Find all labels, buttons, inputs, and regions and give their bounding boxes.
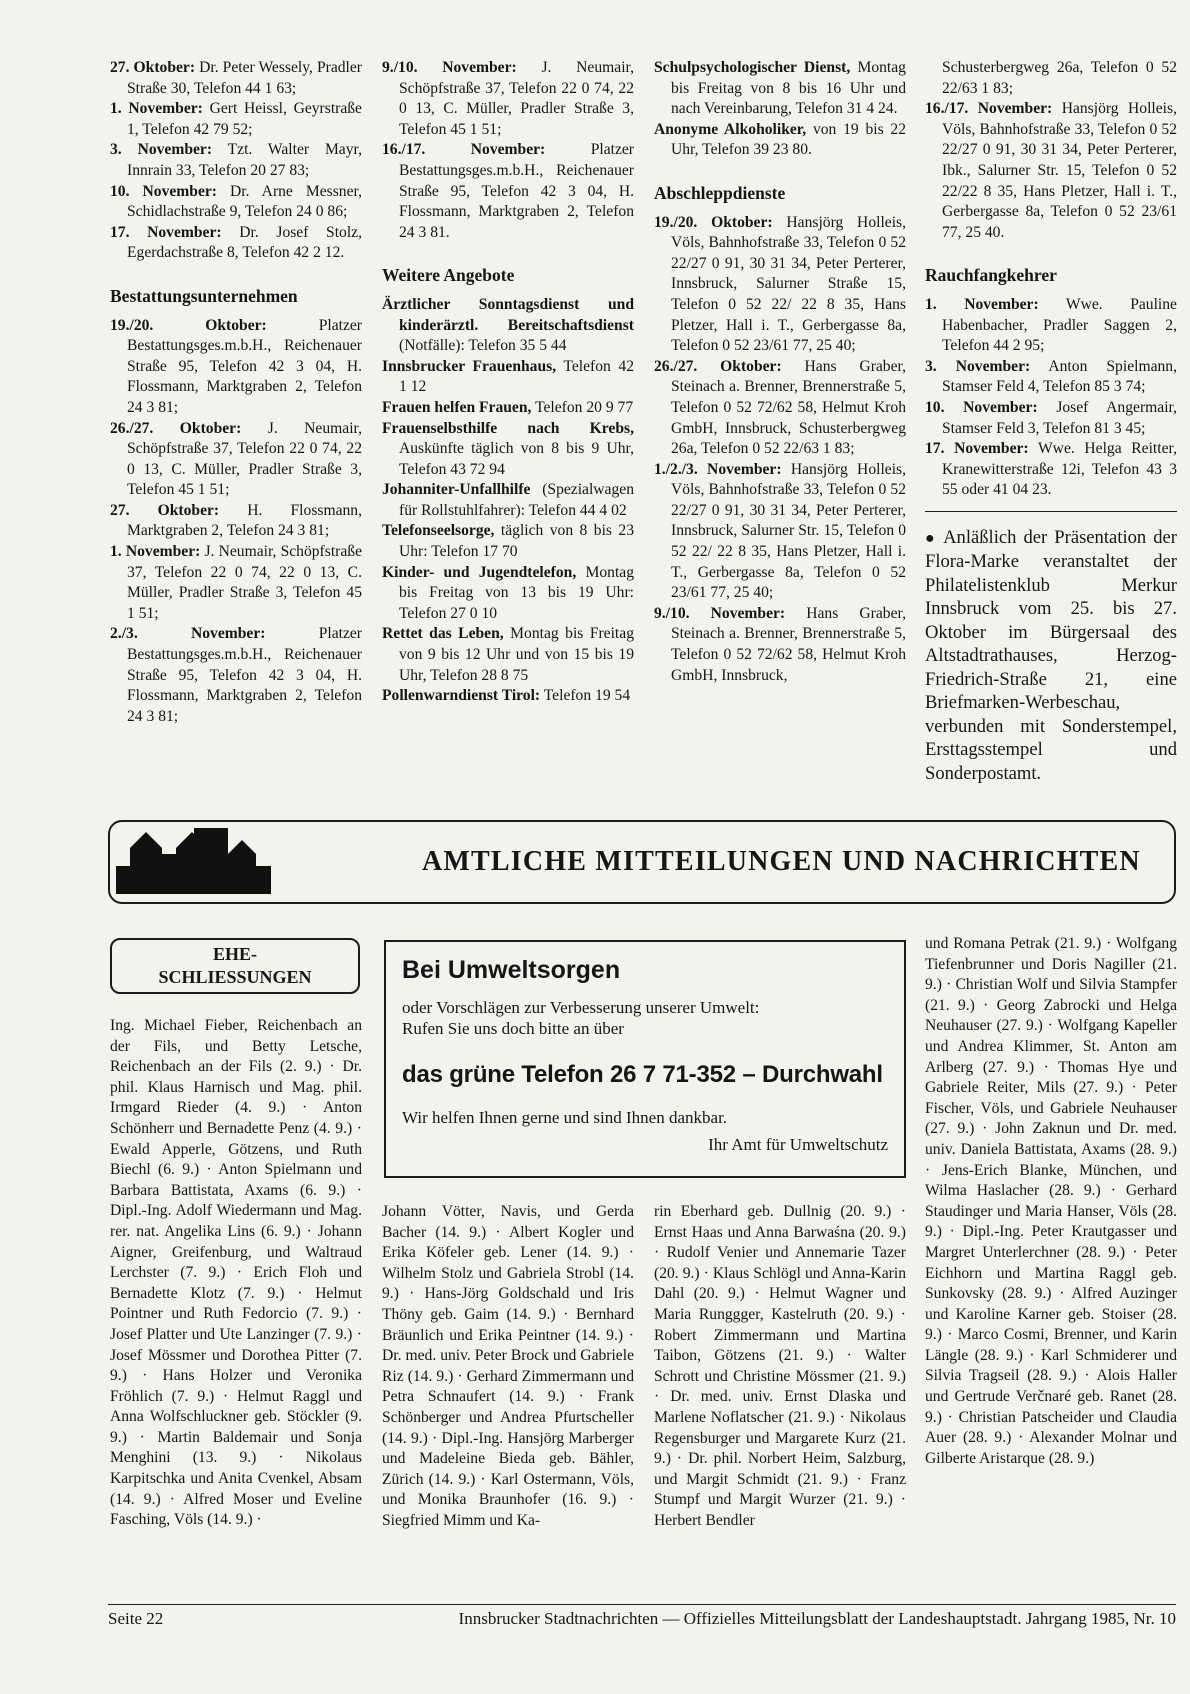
section-heading-rauchfang: Rauchfangkehrer [925,265,1057,286]
marriages-text: Johann Vötter, Navis, und Gerda Bacher (14. 9.) · Albert Kogler und Erika Köfeler geb. Lener (14. 9.) · Wilhelm Stolz und Gabriela Strobl (14. 9.) · Hans-Jörg Goldschald und Iris Thöny geb. Gaim (14. 9.) · Bernhard Bräunlich und Erika Peintner (14. 9.) · Dr. med. univ. Peter Brock und Gabriele Riz (14. 9.) · Gerhard Zimmermann und Petra Schnaufert (14. 9.) · Frank Schönberger und Andrea Pfurtscheller (14. 9.) · Dipl.-Ing. Hansjörg Marberger und Madeleine Bieda geb. Bähler, Zürich (14. 9.) · Karl Ostermann, Völs, und Monika Braunhofer (16. 9.) · Siegfried Mimm und Ka- [382,1203,634,1529]
section-banner [108,820,1176,904]
marriages-heading-line2: SCHLIESSUNGEN [158,967,312,987]
marriages-heading-line1: EHE- [212,944,257,964]
umwelt-line1: oder Vorschlägen zur Verbesserung unserer Umwelt: [402,998,760,1017]
banner-title: AMTLICHE MITTEILUNGEN UND NACHRICHTEN [422,846,1141,877]
marriages-column-1 [110,1016,362,1531]
marriages-column-4 [925,934,1177,1469]
rauchfang-entry: 17. November: Wwe. Helga Reitter, Kranewitterstraße 12i, Telefon 43 3 55 oder 41 04 23. [925,440,1177,499]
bestattung-entry: 2./3. November: Platzer Bestattungsges.m.b.H., Reichenauer Straße 95, Telefon 42 3 04, H. Flossmann, Marktgraben 2, Telefon 24 3 81; [110,625,362,725]
umwelt-advert [384,940,906,1178]
rauchfang-entry: 1. November: Wwe. Pauline Habenbacher, Pradler Saggen 2, Telefon 44 2 95; [925,295,1177,355]
rauchfang-entry: 10. November: Josef Angermair, Stamser Feld 3, Telefon 81 3 45; [925,398,1177,437]
bestattung-entry: 19./20. Oktober: Platzer Bestattungsges.m.b.H., Reichenauer Straße 95, Telefon 42 3 04, H. Flossmann, Marktgraben 2, Telefon 24 3 81; [110,316,362,416]
philatelie-notice: ● Anläßlich der Präsentation der Flora-Marke veranstaltet der Philatelistenklub Merkur Innsbruck vom 25. bis 27. Oktober im Bürgersaal des Altstadtrathauses, Herzog-Friedrich-Straße 21, eine Briefmarken-Werbeschau, verbunden mit Sonderstempel, Ersttagsstempel und Sonderpostamt. [925,526,1177,784]
page-number: Seite 22 [108,1609,164,1628]
abschlepp-entry: 19./20. Oktober: Hansjörg Holleis, Völs, Bahnhofstraße 33, Telefon 0 52 22/27 0 91, 30 31 34, Peter Perterer, Innsbruck, Salurner Straße 15, Telefon 0 52 22/ 22 8 35, Hans Pletzer, Hall i. T., Gerbergasse 8a, Telefon 0 52 23/61 77, 25 40; [654,213,906,355]
umwelt-line2: Rufen Sie uns doch bitte an über [402,1019,624,1038]
column-4 [925,58,1177,785]
divider [925,511,1177,512]
schulpsych-entry: Schulpsychologischer Dienst, Montag bis Freitag von 8 bis 16 Uhr und nach Vereinbarung, Telefon 31 4 24. [654,59,906,118]
abschlepp-entry: 9./10. November: Hans Graber, Steinach a. Brenner, Brennerstraße 5, Telefon 0 52 72/62 58, Helmut Kroh GmbH, Innsbruck, [654,604,906,684]
rauchfang-entry: 3. November: Anton Spielmann, Stamser Feld 4, Telefon 85 3 74; [925,357,1177,396]
angebot-entry: Ärztlicher Sonntagsdienst und kinderärztl. Bereitschaftsdienst (Notfälle): Telefon 35 5 44 [382,295,634,355]
aa-entry: Anonyme Alkoholiker, von 19 bis 22 Uhr, Telefon 39 23 80. [654,120,906,159]
section-heading-abschlepp: Abschleppdienste [654,182,786,203]
bestattung-entry: 9./10. November: J. Neumair, Schöpfstraße 37, Telefon 22 0 74, 22 0 13, C. Müller, Pradler Straße 3, Telefon 45 1 51; [382,59,634,138]
bestattung-entry: 16./17. November: Platzer Bestattungsges.m.b.H., Reichenauer Straße 95, Telefon 42 3 04, H. Flossmann, Marktgraben 2, Telefon 24 3 81. [382,141,634,241]
abschlepp-entry: 26./27. Oktober: Hans Graber, Steinach a. Brenner, Brennerstraße 5, Telefon 0 52 72/62 58, Helmut Kroh GmbH, Innsbruck, Schusterbergweg 26a, Telefon 0 52 22/63 1 83; [654,357,906,458]
abschlepp-entry: 16./17. November: Hansjörg Holleis, Völs, Bahnhofstraße 33, Telefon 0 52 22/27 0 91, 30 31 34, Peter Perterer, Ibk., Salurner Str. 15, Telefon 0 52 22/22 8 35, Hans Pletzer, Hall i. T., Gerbergasse 8a, Telefon 0 52 23/61 77, 25 40. [925,100,1177,241]
umwelt-signature: Ihr Amt für Umweltschutz [708,1135,888,1154]
angebot-entry: Kinder- und Jugendtelefon, Montag bis Freitag von 13 bis 19 Uhr: Telefon 27 0 10 [382,563,634,622]
column-2 [382,58,634,707]
column-1 [110,58,362,727]
apotheke-entry: 27. Oktober: Dr. Peter Wessely, Pradler Straße 30, Telefon 44 1 63; [110,59,362,97]
bestattung-entry: 26./27. Oktober: J. Neumair, Schöpfstraße 37, Telefon 22 0 74, 22 0 13, C. Müller, Pradler Straße 3, Telefon 45 1 51; [110,419,363,499]
angebot-entry: Frauen helfen Frauen, Telefon 20 9 77 [382,398,634,416]
angebot-entry: Telefonseelsorge, täglich von 8 bis 23 Uhr: Telefon 17 70 [382,522,634,561]
angebot-entry: Pollenwarndienst Tirol: Telefon 19 54 [382,687,631,705]
bullet-icon: ● [925,529,938,547]
abschlepp-entry: 1./2./3. November: Hansjörg Holleis, Völs, Bahnhofstraße 33, Telefon 0 52 22/27 0 91, 30 31 34, Peter Perterer, Innsbruck, Salurner Str. 15, Telefon 0 52 22/ 22 8 35, Hans Pletzer, Hall i. T., Gerbergasse 8a, Telefon 0 52 23/61 77, 25 40; [654,460,906,602]
umwelt-phone: das grüne Telefon 26 7 71-352 – Durchwahl [402,1061,883,1088]
angebot-entry: Innsbrucker Frauenhaus, Telefon 42 1 12 [382,357,634,396]
bestattung-entry: 1. November: J. Neumair, Schöpfstraße 37, Telefon 22 0 74, 22 0 13, C. Müller, Pradler Straße 3, Telefon 45 1 51; [110,543,362,622]
section-heading-angebote: Weitere Angebote [382,265,515,286]
marriages-text: rin Eberhard geb. Dullnig (20. 9.) · Ernst Haas und Anna Barwaśna (20. 9.) · Rudolf Venier und Annemarie Tazer (20. 9.) · Klaus Schlögl und Anna-Karin Dahl (20. 9.) · Helmut Wagner und Maria Runggger, Kastelruth (20. 9.) · Robert Zimmermann und Martina Taibon, Götzens (21. 9.) · Walter Schrott und Christine Mössmer (21. 9.) · Dr. med. univ. Ernst Dlaska und Marlene Noflatscher (21. 9.) · Nikolaus Regensburger und Margarete Kurz (21. 9.) · Dr. phil. Norbert Heim, Salzburg, und Margit Schmidt (21. 9.) · Franz Stumpf und Margit Wurzer (21. 9.) · Herbert Bendler [654,1203,906,1529]
apotheke-entry: 3. November: Tzt. Walter Mayr, Innrain 33, Telefon 20 27 83; [110,141,362,179]
column-3 [654,58,906,686]
publication-info: Innsbrucker Stadtnachrichten — Offizielles Mitteilungsblatt der Landeshauptstadt. Jahrgang 1985, Nr. 10 [458,1609,1176,1628]
abschlepp-continuation: Schusterbergweg 26a, Telefon 0 52 22/63 1 83; [942,59,1177,97]
angebot-entry: Frauenselbsthilfe nach Krebs, Auskünfte täglich von 8 bis 9 Uhr, Telefon 43 72 94 [382,419,634,478]
angebot-entry: Rettet das Leben, Montag bis Freitag von 9 bis 12 Uhr und von 15 bis 19 Uhr, Telefon 28 8 75 [382,625,634,684]
umwelt-title: Bei Umweltsorgen [402,956,621,984]
apotheke-entry: 17. November: Dr. Josef Stolz, Egerdachstraße 8, Telefon 42 2 12. [110,223,363,262]
apotheke-entry: 1. November: Gert Heissl, Geyrstraße 1, Telefon 42 79 52; [110,100,362,138]
umwelt-thanks: Wir helfen Ihnen gerne und sind Ihnen dankbar. [402,1108,728,1127]
bestattung-entry: 27. Oktober: H. Flossmann, Marktgraben 2, Telefon 24 3 81; [110,501,362,540]
section-heading-bestattung: Bestattungsunternehmen [110,285,298,306]
angebot-entry: Johanniter-Unfallhilfe (Spezialwagen für Rollstuhlfahrer): Telefon 44 4 02 [382,481,634,519]
page-footer [108,1604,1176,1628]
apotheke-entry: 10. November: Dr. Arne Messner, Schidlachstraße 9, Telefon 24 0 86; [110,182,362,221]
marriages-column-3 [654,1202,906,1532]
marriages-heading-box [110,938,360,994]
marriages-text: Ing. Michael Fieber, Reichenbach an der Fils, und Betty Letsche, Reichenbach an der Fils (2. 9.) · Dr. phil. Klaus Harnisch und Mag. phil. Irmgard Rieder (4. 9.) · Anton Schönherr und Bernadette Penz (4. 9.) · Ewald Apperle, Götzens, und Ruth Biechl (6. 9.) · Anton Spielmann und Barbara Battistata, Axams (6. 9.) · Dipl.-Ing. Adolf Wiedermann und Mag. rer. nat. Angelika Lins (6. 9.) · Johann Aigner, Greifenburg, und Waltraud Lerchster (7. 9.) · Erich Floh und Bernadette Klotz (7. 9.) · Helmut Pointner und Ruth Fedorcio (7. 9.) · Josef Platter und Ute Lanzinger (7. 9.) · Josef Mössmer und Dorothea Pitter (7. 9.) · Hans Holzer und Veronika Fröhlich (7. 9.) · Helmut Raggl und Anna Wolfschluckner geb. Stöckler (9. 9.) · Martin Baldemair und Sonja Menghini (13. 9.) · Nikolaus Karpitschka und Anita Cvenkel, Absam (14. 9.) · Alfred Moser und Eveline Fasching, Völs (14. 9.) · [110,1017,362,1529]
marriages-text: und Romana Petrak (21. 9.) · Wolfgang Tiefenbrunner und Doris Nagiller (21. 9.) · Christian Wolf und Silvia Stampfer (21. 9.) · Georg Zabrocki und Helga Neuhauser (27. 9.) · Wolfgang Kapeller und Andrea Klimmer, St. Anton am Arlberg (27. 9.) · Thomas Hye und Gabriele Reiter, Mils (27. 9.) · Peter Fischer, Völs, und Gabriele Neuhauser (27. 9.) · John Zaknun und Dr. med. univ. Daniela Battistata, Axams (28. 9.) · Jens-Erich Blanke, München, und Wilma Haslacher (28. 9.) · Gerhard Staudinger und Maria Hanser, Völs (28. 9.) · Dipl.-Ing. Peter Krautgasser und Margret Unterlerchner (28. 9.) · Peter Eichhorn und Martina Raggl geb. Sunkovsky (28. 9.) · Alfred Auzinger und Karoline Karner geb. Stoiser (28. 9.) · Marco Cosmi, Brenner, und Karin Längle (28. 9.) · Karl Schmiderer und Silvia Tragseil (28. 9.) · Alois Haller und Gertrude Verčnaré geb. Ranet (28. 9.) · Christian Patscheider und Claudia Auer (28. 9.) · Alexander Molnar und Gilberte Aristarque (28. 9.) [925,935,1177,1467]
building-silhouette-icon [116,826,276,898]
marriages-column-2 [382,1202,634,1532]
